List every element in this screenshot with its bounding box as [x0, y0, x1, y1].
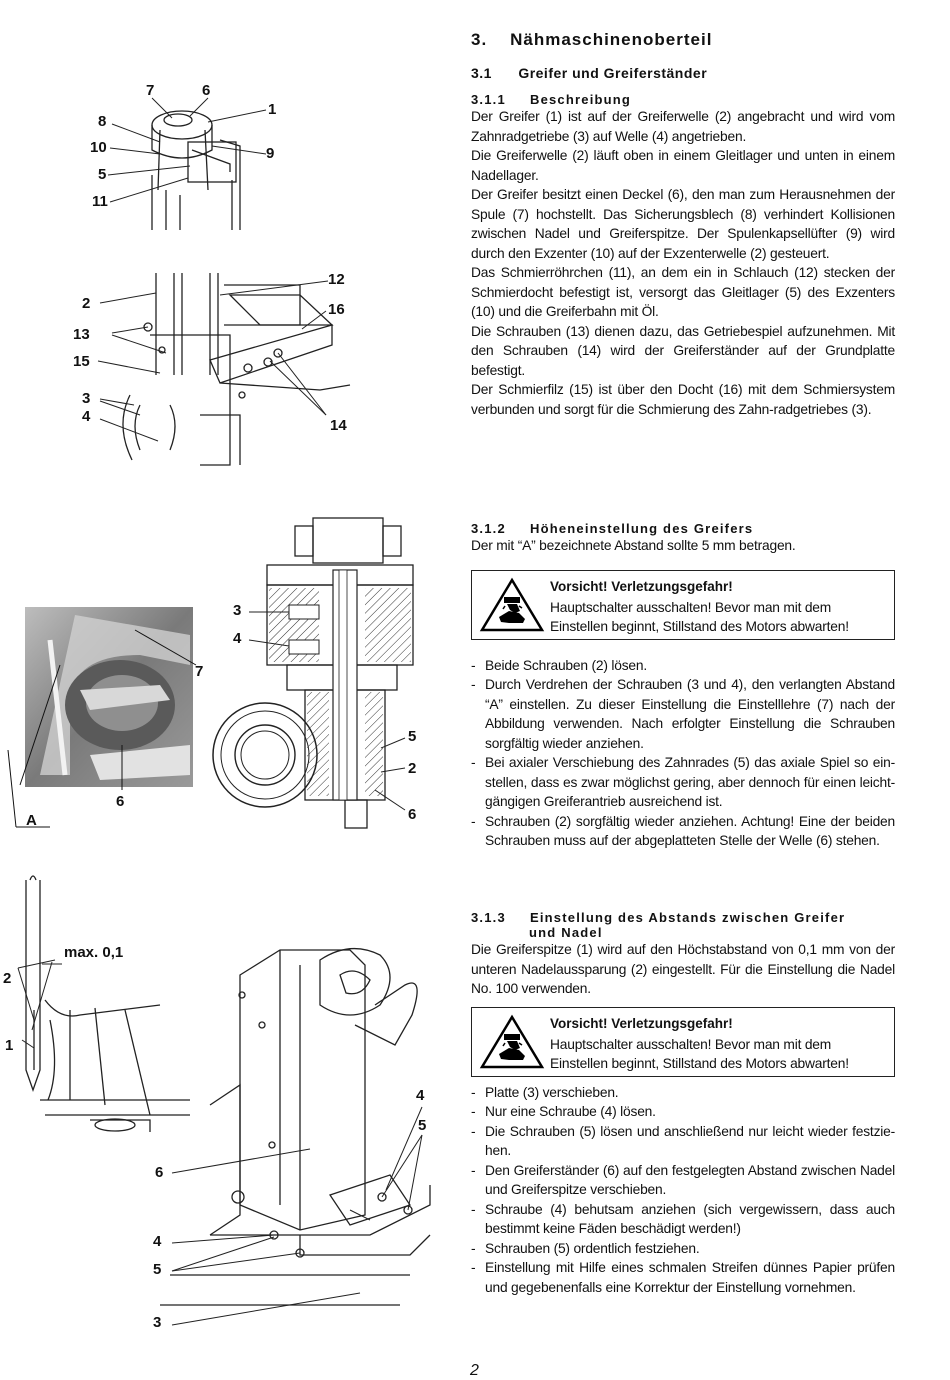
figure-label: 2	[82, 295, 91, 312]
intro-text: Der mit “A” bezeichnete Abstand sollte 5 mm betragen.	[471, 538, 796, 553]
hook-stand-perspective-drawing	[150, 935, 450, 1335]
subsection-heading-3-1-3	[471, 910, 895, 940]
figure-label: 3	[233, 602, 242, 619]
figure-label: 4	[416, 1087, 425, 1104]
list-item: - Die Schrauben (5) lösen und anschließend nur leicht wieder festzie-hen.	[471, 1122, 895, 1161]
figure-label: 1	[5, 1037, 14, 1054]
chapter-number: 3.	[471, 30, 488, 49]
figure-label: 6	[408, 806, 417, 823]
paragraph: Das Schmierröhrchen (11), an dem ein in Schlauch (12) stecken der Schmierdocht befestigt ist, versorgt das Gleitlager (5) des Exzenters (10) und die Greiferbahn mit Öl.	[471, 265, 895, 319]
subsection-title: Beschreibung	[529, 92, 632, 107]
height-gauge-photo	[0, 595, 220, 835]
chapter-title: Nähmaschinenoberteil	[510, 30, 713, 49]
paragraph: Die Schrauben (13) dienen dazu, das Getriebespiel aufzunehmen. Mit den Schrauben (14) wird der Greiferständer auf der Grundplatte befestigt.	[471, 323, 895, 378]
figure-label: 13	[73, 326, 90, 343]
figure-label: 5	[408, 728, 417, 745]
figure-sectional-view	[205, 510, 445, 830]
hand-injury-warning-icon	[479, 1014, 545, 1070]
list-item: - Bei axialer Verschiebung des Zahnrades (5) das axiale Spiel so ein-stellen, dass es zwar möglichst gering, aber dennoch für einen leicht-gängigen Greiferantrieb ausreichend ist.	[471, 753, 895, 812]
list-item: - Einstellung mit Hilfe eines schmalen Streifen dünnes Papier prüfen und gegebenenfalls eine Korrektur der Einstellung vornehmen.	[471, 1258, 895, 1297]
figure-hook-assembly	[80, 80, 300, 235]
warning-text: Hauptschalter ausschalten! Bevor man mit dem Einstellen beginnt, Stillstand des Motors abwarten!	[550, 599, 849, 634]
list-item: - Platte (3) verschieben.	[471, 1083, 895, 1103]
figure-hook-stand	[70, 265, 360, 470]
figure-label: 5	[418, 1117, 427, 1134]
section-3-1-1	[471, 92, 895, 419]
steps-list	[471, 1083, 895, 1298]
section-heading-3-1	[471, 65, 707, 81]
figure-label: A	[26, 812, 37, 829]
paragraph: Der Greifer (1) ist auf der Greiferwelle (2) angebracht und wird vom Zahnradgetriebe (3) auf Welle (4) angetrieben.	[471, 109, 895, 144]
figure-label: 14	[330, 417, 347, 434]
list-item: - Beide Schrauben (2) lösen.	[471, 656, 895, 676]
subsection-title: Einstellung des Abstands zwischen Greifer	[529, 910, 846, 925]
warning-title: Vorsicht! Verletzungsgefahr!	[550, 1015, 733, 1031]
list-item: - Schrauben (5) ordentlich festziehen.	[471, 1239, 895, 1259]
section-3-1-3	[471, 910, 895, 1297]
hook-stand-drawing	[70, 265, 360, 470]
section-number: 3.1	[471, 65, 492, 81]
list-item: - Schraube (4) behutsam anziehen (sich vergewissern, dass auch bestimmt keine Fäden beschädigt werden!)	[471, 1200, 895, 1239]
figure-label: 6	[202, 82, 211, 99]
figure-label: 15	[73, 353, 90, 370]
section-3-1-2	[471, 521, 895, 851]
figure-label: max. 0,1	[64, 944, 124, 961]
subsection-heading-3-1-1	[471, 92, 895, 107]
figure-label: 2	[3, 970, 12, 987]
warning-box	[471, 1007, 895, 1077]
subsection-number: 3.1.1	[471, 92, 506, 107]
figure-label: 5	[153, 1261, 162, 1278]
figure-label: 6	[155, 1164, 164, 1181]
hand-injury-warning-icon	[479, 577, 545, 633]
figure-label: 10	[90, 139, 107, 156]
subsection-number: 3.1.2	[471, 521, 506, 536]
steps-list	[471, 656, 895, 851]
warning-text: Hauptschalter ausschalten! Bevor man mit dem Einstellen beginnt, Stillstand des Motors abwarten!	[550, 1036, 849, 1071]
figure-label: 4	[153, 1233, 162, 1250]
figure-label: 3	[82, 390, 91, 407]
warning-box	[471, 570, 895, 640]
figure-label: 3	[153, 1314, 162, 1331]
page-number: 2	[470, 1362, 479, 1379]
figure-label: 16	[328, 301, 345, 318]
figure-label: 2	[408, 760, 417, 777]
paragraph: Die Greiferwelle (2) läuft oben in einem Gleitlager und unten in einem Nadellager.	[471, 148, 895, 183]
sectional-view-drawing	[205, 510, 445, 830]
warning-title: Vorsicht! Verletzungsgefahr!	[550, 578, 733, 594]
section-title: Greifer und Greiferständer	[518, 65, 708, 81]
subsection-number: 3.1.3	[471, 910, 506, 925]
intro-text: Die Greiferspitze (1) wird auf den Höchstabstand von 0,1 mm von der unteren Nadelaussparung (2) eingestellt. Für die Einstellung die Nadel No. 100 verwenden.	[471, 942, 895, 996]
figure-label: 4	[233, 630, 242, 647]
list-item: - Den Greiferständer (6) auf den festgelegten Abstand zwischen Nadel und Greiferspitze verschieben.	[471, 1161, 895, 1200]
figure-label: 12	[328, 271, 345, 288]
chapter-heading	[471, 30, 712, 50]
figure-label: 1	[268, 101, 277, 118]
figure-label: 6	[116, 793, 125, 810]
figure-label: 9	[266, 145, 275, 162]
figure-height-gauge-photo	[0, 595, 242, 835]
figure-label: 11	[92, 193, 108, 210]
figure-label: 7	[146, 82, 155, 99]
figure-label: 8	[98, 113, 107, 130]
paragraph: Der Greifer besitzt einen Deckel (6), den man zum Herausnehmen der Spule (7) hochstellt. Das Sicherungsblech (8) verhindert Kollisionen zwischen Nadel und Greiferspitze. Der Spulenkapsellüfter (9) wird durch den Exzenter (10) auf der Exzenterwelle (2) gesteuert.	[471, 187, 895, 261]
subsection-title: Höheneinstellung des Greifers	[529, 521, 754, 536]
list-item: - Durch Verdrehen der Schrauben (3 und 4), den verlangten Abstand “A” einstellen. Zu dieser Einstellung die Einstelllehre (7) nach der Abbildung verwenden. Nach erfolgter Einstellung die Schrauben sorgfältig wieder anziehen.	[471, 675, 895, 753]
figure-hook-stand-perspective	[150, 935, 450, 1335]
figure-label: 4	[82, 408, 91, 425]
list-item: - Nur eine Schraube (4) lösen.	[471, 1102, 895, 1122]
subsection-heading-3-1-2	[471, 521, 895, 536]
list-item: - Schrauben (2) sorgfältig wieder anziehen. Achtung! Eine der beiden Schrauben muss auf der abgeplatteten Stelle der Welle (6) stehen.	[471, 812, 895, 851]
subsection-title-line2: und Nadel	[529, 925, 603, 940]
paragraph: Der Schmierfilz (15) ist über den Docht (16) mit dem Schmiersystem verbunden und sorgt für die Schmierung des Zahn-radgetriebes (3).	[471, 382, 895, 417]
figure-label: 7	[195, 663, 204, 680]
figure-label: 5	[98, 166, 107, 183]
